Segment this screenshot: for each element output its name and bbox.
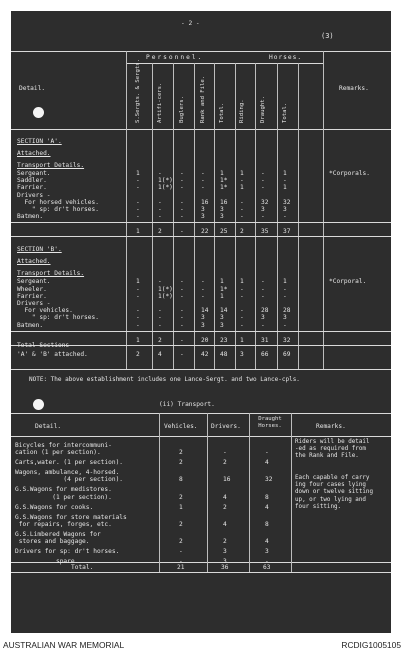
transport-drivers: 3: [223, 558, 227, 565]
section-total: 25: [220, 228, 228, 236]
cell-value: -: [136, 184, 140, 192]
cell-value: 3: [201, 206, 205, 213]
cell-value: -: [283, 177, 287, 185]
transport-total-drivers: 36: [221, 564, 229, 571]
punch-hole-bottom: [33, 399, 44, 410]
grand-total-value: 3: [240, 351, 244, 358]
grid-line: [277, 63, 278, 369]
row-label: Drivers -: [17, 300, 51, 307]
cell-value: -: [201, 292, 205, 300]
cell-value: -: [240, 321, 244, 329]
cell-value: -: [261, 213, 265, 221]
section-title: SECTION 'A'.: [17, 138, 62, 145]
grand-total-label: Total Sections: [17, 342, 70, 349]
cell-value: 1*: [220, 177, 228, 185]
section-total: 2: [158, 228, 162, 236]
cell-value: 1: [240, 170, 244, 177]
cell-value: 3: [201, 321, 205, 329]
transport-details: Transport Details.: [17, 270, 85, 278]
section-total: 2: [240, 228, 244, 236]
cell-value: -: [180, 314, 184, 322]
section-total: 20: [201, 336, 209, 344]
cell-value: -: [158, 198, 162, 206]
grid-line: [214, 63, 215, 369]
grand-total-value: 66: [261, 351, 269, 358]
section-attached: Attached.: [17, 258, 51, 266]
row-label: Saddler.: [17, 177, 47, 185]
grand-total-value: 42: [201, 351, 209, 358]
transport-total-horses: 63: [263, 564, 271, 571]
row-label: " sp: dr't horses.: [17, 314, 99, 322]
cell-value: 28: [283, 307, 291, 315]
transport-drivers: 16: [223, 476, 231, 484]
cell-value: 3: [201, 314, 205, 322]
transport-horses: 8: [265, 493, 269, 501]
cell-value: -: [136, 213, 140, 221]
punch-hole-top: [33, 107, 44, 118]
grand-total-value: -: [180, 351, 184, 358]
grand-total-label: 'A' & 'B' attached.: [17, 351, 88, 358]
cell-value: -: [158, 314, 162, 322]
transport-vehicles: 2: [179, 493, 183, 501]
grid-line: [152, 63, 153, 369]
remark-line: four sitting.: [295, 503, 342, 510]
row-label: Wheeler.: [17, 285, 47, 293]
cell-value: 1: [283, 170, 287, 177]
grid-line: [194, 63, 195, 369]
cell-value: 1: [220, 278, 224, 286]
cell-value: -: [240, 206, 244, 213]
cell-value: -: [136, 198, 140, 206]
cell-value: -: [180, 278, 184, 286]
section-total: 1: [240, 336, 244, 344]
column-header: Rank and File.: [200, 75, 206, 123]
transport-row-label: (1 per section).: [15, 493, 112, 501]
transport-row-label: G.S.Wagons for medistores.: [15, 486, 112, 494]
transport-horses: 4: [265, 459, 269, 467]
remark-line: the Rank and File.: [295, 453, 359, 460]
cell-value: 1: [240, 184, 244, 192]
transport-details: Transport Details.: [17, 162, 85, 169]
cell-value: 14: [220, 307, 228, 315]
section-total: 1: [136, 336, 140, 344]
transport-total-vehicles: 21: [177, 564, 185, 571]
cell-value: 1(*): [158, 184, 173, 192]
transport-horses-header: Draught Horses.: [258, 416, 282, 429]
section-total: 22: [201, 228, 209, 236]
cell-value: 3: [283, 314, 287, 322]
row-label: Farrier.: [17, 292, 47, 300]
transport-horses: -: [265, 558, 269, 565]
note-text: NOTE: The above establishment includes one Lance-Sergt. and two Lance-cpls.: [29, 376, 300, 383]
cell-value: -: [158, 170, 162, 177]
cell-value: -: [136, 314, 140, 322]
transport-horses: 8: [265, 520, 269, 528]
transport-drivers: 2: [223, 459, 227, 467]
cell-value: 1: [283, 278, 287, 286]
cell-value: -: [201, 170, 205, 177]
cell-value: -: [136, 206, 140, 213]
cell-value: -: [261, 292, 265, 300]
cell-value: -: [136, 177, 140, 185]
cell-value: 1(*): [158, 177, 173, 185]
cell-value: 3: [261, 206, 265, 213]
transport-remarks-header: Remarks.: [316, 423, 346, 430]
transport-horses: 3: [265, 548, 269, 555]
rule: [11, 222, 391, 223]
transport-drivers: 2: [223, 538, 227, 545]
row-label: Drivers -: [17, 191, 51, 199]
cell-value: -: [261, 321, 265, 329]
cell-value: -: [240, 285, 244, 293]
cell-value: 1: [220, 292, 224, 300]
transport-row-label: Bicycles for intercommuni-: [15, 442, 112, 449]
section-total: 32: [283, 336, 291, 344]
transport-vehicles: 2: [179, 449, 183, 457]
cell-value: 3: [261, 314, 265, 322]
transport-vehicles: 2: [179, 459, 183, 467]
transport-vehicles: 2: [179, 520, 183, 528]
column-header: Buglers.: [179, 96, 185, 123]
transport-drivers-header: Drivers.: [211, 423, 241, 430]
section-total: -: [180, 336, 184, 344]
personnel-header: Personnel.: [146, 54, 204, 61]
cell-value: -: [261, 177, 265, 185]
transport-drivers: 3: [223, 548, 227, 555]
transport-horses: -: [265, 449, 269, 457]
grid-line: [235, 63, 236, 369]
transport-horses: 4: [265, 503, 269, 511]
cell-value: -: [201, 278, 205, 286]
cell-value: -: [180, 213, 184, 221]
grand-total-value: 69: [283, 351, 291, 358]
transport-vehicles-header: Vehicles.: [164, 423, 198, 430]
cell-value: -: [158, 307, 162, 315]
cell-value: -: [180, 321, 184, 329]
grid-line: [173, 63, 174, 369]
transport-vehicles: 2: [179, 538, 183, 545]
document-page: [11, 11, 391, 633]
rule: [11, 236, 391, 237]
cell-value: -: [136, 285, 140, 293]
transport-vehicles: 1: [179, 503, 183, 511]
cell-value: 1: [136, 170, 140, 177]
cell-value: -: [180, 206, 184, 213]
cell-value: -: [283, 292, 287, 300]
detail-header: Detail.: [19, 85, 46, 92]
cell-value: -: [180, 184, 184, 192]
transport-vehicles: -: [179, 558, 183, 565]
remark-line: Riders will be detail: [295, 439, 370, 445]
cell-value: -: [261, 184, 265, 192]
transport-row-label: cation (1 per section).: [15, 449, 101, 457]
row-label: For vehicles.: [17, 307, 73, 315]
transport-row-label: Carts,water. (1 per section).: [15, 459, 124, 467]
footer-right: RCDIG1005105: [341, 640, 401, 650]
cell-value: 3: [283, 206, 287, 213]
cell-value: -: [136, 321, 140, 329]
cell-value: 1(*): [158, 292, 173, 300]
column-header: Total.: [219, 102, 225, 123]
row-label: Farrier.: [17, 184, 47, 192]
grid-line: [255, 63, 256, 369]
transport-row-label: stores and baggage.: [15, 538, 90, 545]
transport-row-label: for repairs, forges, etc.: [15, 520, 112, 528]
section-total: 37: [283, 228, 291, 236]
cell-value: -: [201, 184, 205, 192]
remarks-header: Remarks.: [339, 85, 369, 92]
cell-value: -: [201, 177, 205, 185]
cell-value: -: [261, 285, 265, 293]
cell-value: 1: [136, 278, 140, 286]
cell-value: -: [283, 285, 287, 293]
row-label: Batmen.: [17, 321, 44, 329]
cell-value: -: [240, 292, 244, 300]
column-header: Draught.: [260, 96, 266, 123]
transport-detail-header: Detail.: [35, 423, 62, 430]
cell-value: -: [240, 198, 244, 206]
transport-row-label: G.S.Limbered Wagons for: [15, 530, 101, 538]
transport-row-label: Wagons, ambulance, 4-horsed.: [15, 469, 120, 477]
horses-header: Horses.: [269, 54, 303, 61]
row-label: " sp: dr't horses.: [17, 206, 99, 213]
row-label: Batmen.: [17, 213, 44, 221]
grid-line: [126, 51, 127, 369]
transport-drivers: 4: [223, 520, 227, 528]
transport-row-label: G.S.Wagons for cooks.: [15, 503, 94, 511]
cell-value: 3: [220, 213, 224, 221]
cell-value: 14: [201, 307, 209, 315]
transport-vehicles: -: [179, 548, 183, 555]
transport-drivers: 4: [223, 493, 227, 501]
section-total: -: [180, 228, 184, 236]
cell-value: -: [201, 285, 205, 293]
column-header: Riding.: [239, 99, 245, 123]
transport-vehicles: 8: [179, 476, 183, 484]
grid-line: [323, 51, 324, 369]
column-header: S.Sergts. & Sergts.: [135, 59, 141, 123]
section-total: 1: [136, 228, 140, 236]
cell-value: -: [180, 177, 184, 185]
cell-value: 1: [240, 278, 244, 286]
cell-value: 16: [201, 198, 209, 206]
section-total: 23: [220, 336, 228, 344]
transport-title: (ii) Transport.: [159, 401, 215, 408]
section-title: SECTION 'B'.: [17, 246, 62, 254]
remark-line: up, or two lying and: [295, 496, 366, 503]
cell-value: 1*: [220, 184, 228, 192]
row-label: Sergeant.: [17, 278, 51, 286]
grand-total-value: 2: [136, 351, 140, 358]
remark-line: ing four cases lying: [295, 482, 366, 489]
footer-left: AUSTRALIAN WAR MEMORIAL: [3, 640, 125, 650]
cell-value: -: [261, 278, 265, 286]
cell-value: 1: [283, 184, 287, 192]
cell-value: -: [180, 292, 184, 300]
section-attached: Attached.: [17, 150, 51, 157]
remark-line: Each capable of carry: [295, 475, 370, 481]
section-total: 31: [261, 336, 269, 344]
column-header: Total.: [282, 102, 288, 123]
cell-value: 16: [220, 198, 228, 206]
row-remark: *Corporals.: [329, 170, 370, 177]
cell-value: 3: [201, 213, 205, 221]
transport-row-label: G.S.Wagons for store materials: [15, 513, 127, 521]
section-total: 35: [261, 228, 269, 236]
cell-value: -: [180, 307, 184, 315]
cell-value: -: [180, 285, 184, 293]
page-folio: (3): [321, 32, 334, 40]
grid-line: [298, 63, 299, 369]
row-remark: *Corporal.: [329, 278, 367, 286]
cell-value: 3: [220, 314, 224, 322]
cell-value: -: [180, 198, 184, 206]
cell-value: -: [158, 206, 162, 213]
cell-value: -: [283, 321, 287, 329]
remark-line: down or twelve sitting: [295, 489, 374, 496]
page-number: - 2 -: [181, 20, 200, 27]
remark-line: -ed as required from: [295, 446, 366, 453]
cell-value: 32: [261, 198, 269, 206]
cell-value: 32: [283, 198, 291, 206]
cell-value: -: [136, 307, 140, 315]
cell-value: -: [240, 307, 244, 315]
cell-value: -: [158, 278, 162, 286]
transport-horses: 32: [265, 476, 273, 484]
row-label: Sergeant.: [17, 170, 51, 177]
cell-value: -: [240, 177, 244, 185]
rule: [11, 331, 391, 332]
grand-total-value: 48: [220, 351, 228, 358]
cell-value: -: [240, 213, 244, 221]
section-total: 2: [158, 336, 162, 344]
transport-row-label: Drivers for sp: dr't horses.: [15, 548, 120, 555]
cell-value: 1: [220, 170, 224, 177]
cell-value: -: [261, 170, 265, 177]
cell-value: -: [240, 314, 244, 322]
transport-drivers: 2: [223, 503, 227, 511]
transport-horses: 4: [265, 538, 269, 545]
transport-row-label: spare.: [15, 558, 79, 565]
cell-value: -: [180, 170, 184, 177]
transport-drivers: -: [223, 449, 227, 457]
cell-value: 1*: [220, 285, 228, 293]
transport-total-label: Total.: [71, 564, 94, 571]
cell-value: 1(*): [158, 285, 173, 293]
grand-total-value: 4: [158, 351, 162, 358]
transport-row-label: (4 per section).: [15, 476, 124, 484]
cell-value: -: [158, 321, 162, 329]
cell-value: -: [283, 213, 287, 221]
cell-value: -: [136, 292, 140, 300]
cell-value: 28: [261, 307, 269, 315]
column-header: Artifi-cers.: [157, 82, 163, 123]
cell-value: -: [158, 213, 162, 221]
cell-value: 3: [220, 321, 224, 329]
cell-value: 3: [220, 206, 224, 213]
row-label: For horsed vehicles.: [17, 198, 99, 206]
